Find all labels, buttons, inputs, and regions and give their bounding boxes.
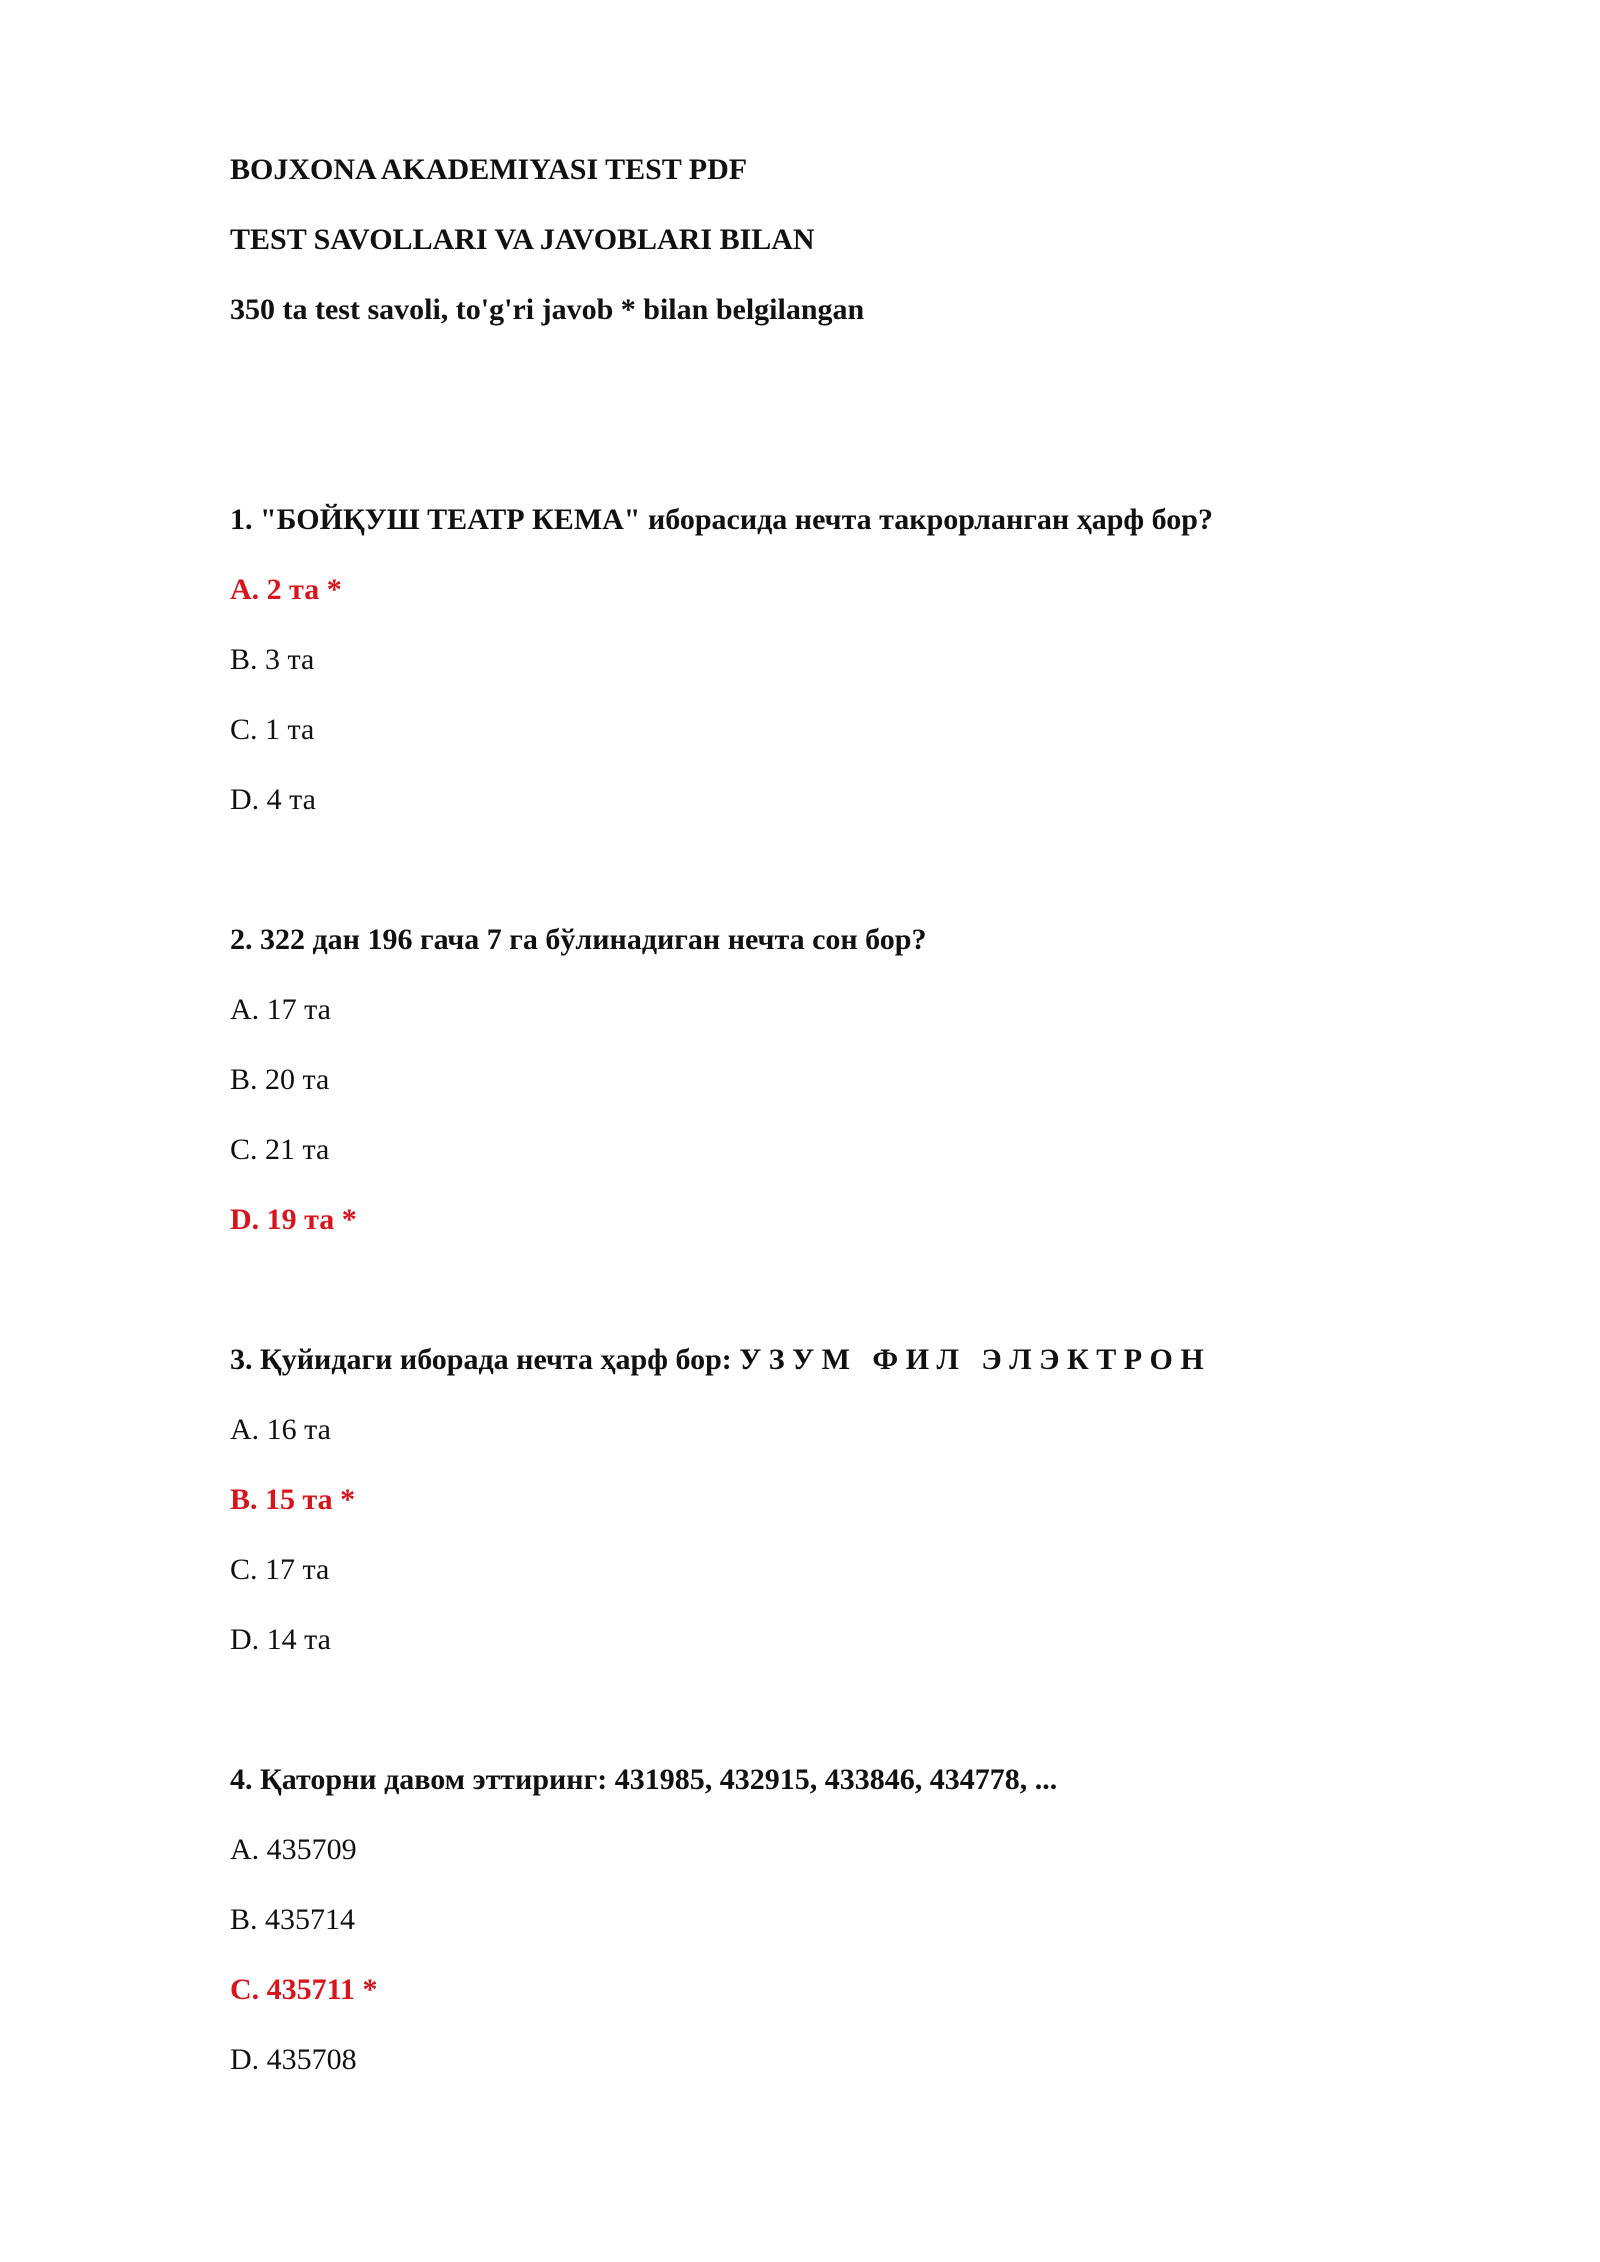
question-4-option-a: A. 435709 [230,1833,357,1866]
question-1: 1. "БОЙҚУШ ТЕАТР КЕМА" иборасида нечта такрорланган ҳарф бор? [230,503,1213,536]
question-4-option-c: C. 435711 * [230,1973,378,2006]
document-subtitle: TEST SAVOLLARI VA JAVOBLARI BILAN [230,223,815,256]
document-note: 350 ta test savoli, to'g'ri javob * bilan belgilangan [230,293,865,326]
question-3-option-c: C. 17 та [230,1553,330,1586]
question-1-option-b: B. 3 та [230,643,315,676]
question-1-option-c: C. 1 та [230,713,315,746]
question-1-option-a: A. 2 та * [230,573,342,606]
question-3-option-d: D. 14 та [230,1623,331,1656]
question-3-option-b: B. 15 та * [230,1483,356,1516]
question-2-option-b: B. 20 та [230,1063,330,1096]
question-2: 2. 322 дан 196 гача 7 га бўлинадиган нечта сон бор? [230,923,927,956]
question-2-option-d: D. 19 та * [230,1203,357,1236]
question-3: 3. Қуйидаги иборада нечта ҳарф бор: У З У М Ф И Л Э Л Э К Т Р О Н [230,1343,1204,1376]
question-3-option-a: A. 16 та [230,1413,331,1446]
document-title: BOJXONA AKADEMIYASI TEST PDF [230,153,748,186]
question-4-option-d: D. 435708 [230,2043,357,2076]
question-4: 4. Қаторни давом эттиринг: 431985, 432915, 433846, 434778, ... [230,1763,1058,1796]
question-2-option-c: C. 21 та [230,1133,330,1166]
question-2-option-a: A. 17 та [230,993,331,1026]
question-4-option-b: B. 435714 [230,1903,356,1936]
question-1-option-d: D. 4 та [230,783,316,816]
